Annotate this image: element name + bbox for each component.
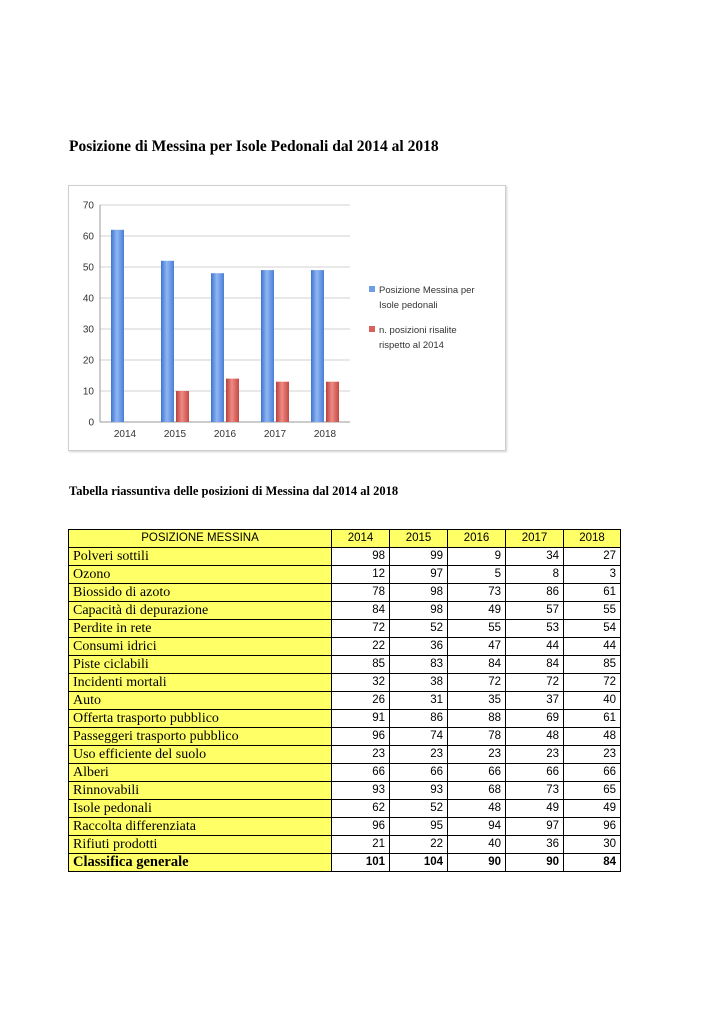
row-value: 8 bbox=[506, 566, 564, 584]
row-value: 96 bbox=[332, 818, 390, 836]
row-value: 57 bbox=[506, 602, 564, 620]
x-tick-label: 2015 bbox=[163, 429, 187, 440]
table-row bbox=[69, 746, 621, 764]
row-value: 30 bbox=[564, 836, 621, 854]
row-value: 37 bbox=[506, 692, 564, 710]
row-value: 31 bbox=[390, 692, 448, 710]
row-value: 62 bbox=[332, 800, 390, 818]
row-value: 9 bbox=[448, 548, 506, 566]
row-value: 98 bbox=[390, 584, 448, 602]
row-value: 49 bbox=[564, 800, 621, 818]
table-row bbox=[69, 710, 621, 728]
row-value: 98 bbox=[332, 548, 390, 566]
row-value: 72 bbox=[506, 674, 564, 692]
x-tick-label: 2014 bbox=[113, 429, 137, 440]
row-value: 27 bbox=[564, 548, 621, 566]
table-header-label: POSIZIONE MESSINA bbox=[69, 530, 332, 548]
row-value: 65 bbox=[564, 782, 621, 800]
y-tick-label: 0 bbox=[88, 417, 94, 429]
row-value: 49 bbox=[506, 800, 564, 818]
row-value: 54 bbox=[564, 620, 621, 638]
row-value: 73 bbox=[448, 584, 506, 602]
bar-position bbox=[211, 273, 224, 422]
row-label: Perdite in rete bbox=[69, 620, 332, 638]
row-value: 68 bbox=[448, 782, 506, 800]
table-header-year: 2015 bbox=[390, 530, 448, 548]
table-row bbox=[69, 782, 621, 800]
row-label: Rinnovabili bbox=[69, 782, 332, 800]
row-value: 86 bbox=[506, 584, 564, 602]
table-row bbox=[69, 674, 621, 692]
legend-swatch-risalite bbox=[369, 326, 375, 332]
table-header-year: 2017 bbox=[506, 530, 564, 548]
table-header-year: 2018 bbox=[564, 530, 621, 548]
row-value: 84 bbox=[332, 602, 390, 620]
table-row bbox=[69, 620, 621, 638]
chart-container bbox=[68, 185, 506, 451]
row-value: 66 bbox=[390, 764, 448, 782]
x-tick-label: 2018 bbox=[313, 429, 337, 440]
row-value: 48 bbox=[506, 728, 564, 746]
row-value: 98 bbox=[390, 602, 448, 620]
row-value: 72 bbox=[448, 674, 506, 692]
row-value: 36 bbox=[506, 836, 564, 854]
row-value: 83 bbox=[390, 656, 448, 674]
y-tick-label: 70 bbox=[82, 200, 94, 212]
row-value: 78 bbox=[332, 584, 390, 602]
row-value: 48 bbox=[448, 800, 506, 818]
row-value: 12 bbox=[332, 566, 390, 584]
row-value: 85 bbox=[332, 656, 390, 674]
x-tick-label: 2017 bbox=[263, 429, 287, 440]
row-value: 23 bbox=[390, 746, 448, 764]
row-value: 90 bbox=[448, 854, 506, 872]
row-value: 52 bbox=[390, 800, 448, 818]
row-value: 66 bbox=[506, 764, 564, 782]
table-row bbox=[69, 800, 621, 818]
y-tick-label: 60 bbox=[82, 231, 94, 243]
row-value: 5 bbox=[448, 566, 506, 584]
row-label: Raccolta differenziata bbox=[69, 818, 332, 836]
row-value: 85 bbox=[564, 656, 621, 674]
table-row bbox=[69, 638, 621, 656]
row-value: 66 bbox=[448, 764, 506, 782]
row-value: 40 bbox=[448, 836, 506, 854]
row-value: 23 bbox=[564, 746, 621, 764]
row-value: 66 bbox=[332, 764, 390, 782]
row-value: 47 bbox=[448, 638, 506, 656]
row-value: 72 bbox=[332, 620, 390, 638]
bar-position bbox=[161, 261, 174, 422]
row-value: 3 bbox=[564, 566, 621, 584]
row-value: 36 bbox=[390, 638, 448, 656]
row-label: Uso efficiente del suolo bbox=[69, 746, 332, 764]
row-value: 52 bbox=[390, 620, 448, 638]
table-total-row bbox=[69, 854, 621, 872]
row-value: 23 bbox=[448, 746, 506, 764]
row-label: Rifiuti prodotti bbox=[69, 836, 332, 854]
row-label: Offerta trasporto pubblico bbox=[69, 710, 332, 728]
row-value: 35 bbox=[448, 692, 506, 710]
row-value: 53 bbox=[506, 620, 564, 638]
row-value: 93 bbox=[332, 782, 390, 800]
row-label: Ozono bbox=[69, 566, 332, 584]
table-title: Tabella riassuntiva delle posizioni di Messina dal 2014 al 2018 bbox=[69, 484, 399, 498]
y-tick-label: 50 bbox=[82, 262, 94, 274]
y-tick-label: 20 bbox=[82, 355, 94, 367]
row-value: 66 bbox=[564, 764, 621, 782]
row-value: 69 bbox=[506, 710, 564, 728]
bar-risalite bbox=[326, 382, 339, 422]
row-value: 34 bbox=[506, 548, 564, 566]
row-label: Piste ciclabili bbox=[69, 656, 332, 674]
row-value: 99 bbox=[390, 548, 448, 566]
table-row bbox=[69, 584, 621, 602]
row-value: 78 bbox=[448, 728, 506, 746]
bar-position bbox=[111, 230, 124, 422]
row-value: 61 bbox=[564, 584, 621, 602]
document-title: Posizione di Messina per Isole Pedonali dal 2014 al 2018 bbox=[69, 138, 439, 155]
table-header-row bbox=[69, 530, 621, 548]
table-header-year: 2014 bbox=[332, 530, 390, 548]
row-value: 49 bbox=[448, 602, 506, 620]
row-value: 44 bbox=[564, 638, 621, 656]
row-value: 94 bbox=[448, 818, 506, 836]
bar-risalite bbox=[276, 382, 289, 422]
row-value: 32 bbox=[332, 674, 390, 692]
bar-risalite bbox=[226, 379, 239, 422]
table-row bbox=[69, 602, 621, 620]
row-value: 86 bbox=[390, 710, 448, 728]
table-row bbox=[69, 728, 621, 746]
row-value: 48 bbox=[564, 728, 621, 746]
table-row bbox=[69, 548, 621, 566]
y-tick-label: 10 bbox=[82, 386, 94, 398]
row-value: 88 bbox=[448, 710, 506, 728]
row-value: 90 bbox=[506, 854, 564, 872]
row-label: Consumi idrici bbox=[69, 638, 332, 656]
row-value: 95 bbox=[390, 818, 448, 836]
y-tick-label: 30 bbox=[82, 324, 94, 336]
bar-position bbox=[261, 270, 274, 422]
row-label: Passeggeri trasporto pubblico bbox=[69, 728, 332, 746]
row-value: 21 bbox=[332, 836, 390, 854]
row-value: 55 bbox=[564, 602, 621, 620]
row-label: Isole pedonali bbox=[69, 800, 332, 818]
row-value: 93 bbox=[390, 782, 448, 800]
row-value: 61 bbox=[564, 710, 621, 728]
table-row bbox=[69, 656, 621, 674]
row-value: 96 bbox=[332, 728, 390, 746]
legend-swatch-position bbox=[369, 286, 375, 292]
row-value: 101 bbox=[332, 854, 390, 872]
row-value: 74 bbox=[390, 728, 448, 746]
row-value: 22 bbox=[332, 638, 390, 656]
table-row bbox=[69, 836, 621, 854]
row-value: 97 bbox=[506, 818, 564, 836]
row-value: 91 bbox=[332, 710, 390, 728]
table-row bbox=[69, 566, 621, 584]
bar-risalite bbox=[176, 391, 189, 422]
bar-position bbox=[311, 270, 324, 422]
table-row bbox=[69, 764, 621, 782]
row-label: Auto bbox=[69, 692, 332, 710]
legend-label: Posizione Messina per Isole pedonali bbox=[379, 285, 475, 311]
row-value: 55 bbox=[448, 620, 506, 638]
bar-chart bbox=[69, 186, 505, 450]
row-label: Biossido di azoto bbox=[69, 584, 332, 602]
row-value: 23 bbox=[332, 746, 390, 764]
row-label: Polveri sottili bbox=[69, 548, 332, 566]
row-value: 23 bbox=[506, 746, 564, 764]
row-label: Capacità di depurazione bbox=[69, 602, 332, 620]
x-tick-label: 2016 bbox=[213, 429, 237, 440]
chart-legend bbox=[369, 285, 475, 351]
table-row bbox=[69, 818, 621, 836]
row-value: 84 bbox=[448, 656, 506, 674]
row-value: 72 bbox=[564, 674, 621, 692]
row-value: 44 bbox=[506, 638, 564, 656]
row-label: Classifica generale bbox=[69, 854, 332, 872]
row-value: 97 bbox=[390, 566, 448, 584]
row-value: 38 bbox=[390, 674, 448, 692]
table-row bbox=[69, 692, 621, 710]
positions-table bbox=[68, 529, 621, 872]
row-value: 26 bbox=[332, 692, 390, 710]
row-label: Alberi bbox=[69, 764, 332, 782]
row-value: 40 bbox=[564, 692, 621, 710]
chart-bars bbox=[111, 230, 339, 422]
row-value: 73 bbox=[506, 782, 564, 800]
legend-label: n. posizioni risalite rispetto al 2014 bbox=[379, 325, 457, 351]
row-value: 96 bbox=[564, 818, 621, 836]
y-tick-label: 40 bbox=[82, 293, 94, 305]
row-value: 84 bbox=[506, 656, 564, 674]
row-value: 104 bbox=[390, 854, 448, 872]
row-label: Incidenti mortali bbox=[69, 674, 332, 692]
table-header-year: 2016 bbox=[448, 530, 506, 548]
row-value: 22 bbox=[390, 836, 448, 854]
row-value: 84 bbox=[564, 854, 621, 872]
